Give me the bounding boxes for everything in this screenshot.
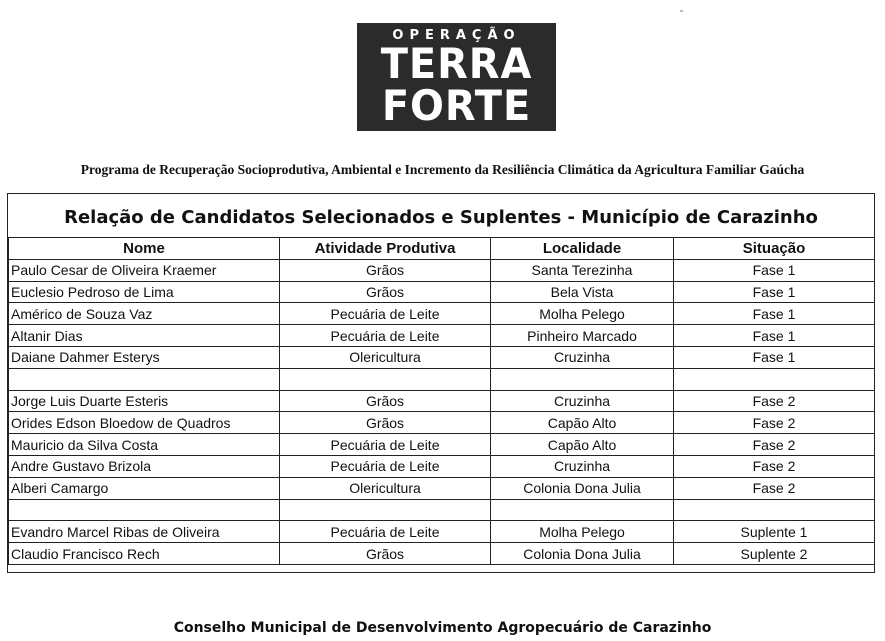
cell-situacao: Fase 1 [674, 325, 875, 347]
cell-atividade: Grãos [280, 281, 491, 303]
cell-localidade: Pinheiro Marcado [491, 325, 674, 347]
logo-middle-text: TERRA [380, 39, 533, 88]
cell-nome: Américo de Souza Vaz [9, 303, 280, 325]
operacao-terra-forte-logo [357, 23, 556, 131]
table-row [9, 412, 875, 434]
cell-localidade: Molha Pelego [491, 521, 674, 543]
cell-nome: Orides Edson Bloedow de Quadros [9, 412, 280, 434]
cell-localidade: Capão Alto [491, 434, 674, 456]
cell-atividade: Grãos [280, 259, 491, 281]
header-situacao: Situação [674, 238, 875, 260]
cell-situacao [674, 499, 875, 521]
table-row [9, 521, 875, 543]
table-row [9, 368, 875, 390]
scan-speck [680, 10, 683, 12]
cell-situacao: Fase 1 [674, 259, 875, 281]
cell-localidade: Cruzinha [491, 390, 674, 412]
cell-nome [9, 499, 280, 521]
table-row [9, 259, 875, 281]
cell-atividade: Grãos [280, 412, 491, 434]
cell-atividade: Grãos [280, 390, 491, 412]
cell-situacao: Fase 1 [674, 346, 875, 368]
cell-situacao: Fase 2 [674, 477, 875, 499]
cell-atividade: Grãos [280, 543, 491, 565]
cell-localidade: Cruzinha [491, 346, 674, 368]
logo-top-text: OPERAÇÃO [392, 28, 521, 43]
cell-nome: Claudio Francisco Rech [9, 543, 280, 565]
header-nome: Nome [9, 238, 280, 260]
table-row [9, 325, 875, 347]
table-row [9, 434, 875, 456]
cell-atividade: Pecuária de Leite [280, 325, 491, 347]
table-row [9, 390, 875, 412]
cell-nome: Daiane Dahmer Esterys [9, 346, 280, 368]
cell-situacao: Fase 2 [674, 412, 875, 434]
cell-situacao [674, 368, 875, 390]
cell-situacao: Fase 2 [674, 455, 875, 477]
cell-atividade: Olericultura [280, 477, 491, 499]
cell-situacao: Fase 2 [674, 434, 875, 456]
table-header-row [9, 238, 875, 260]
cell-atividade: Pecuária de Leite [280, 303, 491, 325]
table-row [9, 303, 875, 325]
cell-atividade: Pecuária de Leite [280, 434, 491, 456]
cell-nome: Jorge Luis Duarte Esteris [9, 390, 280, 412]
cell-atividade: Pecuária de Leite [280, 455, 491, 477]
cell-situacao: Suplente 2 [674, 543, 875, 565]
cell-localidade [491, 499, 674, 521]
cell-situacao: Fase 2 [674, 390, 875, 412]
table-row [9, 346, 875, 368]
cell-nome: Euclesio Pedroso de Lima [9, 281, 280, 303]
table-row [9, 281, 875, 303]
program-title: Programa de Recuperação Socioprodutiva, Ambiental e Incremento da Resiliência Climática da Agricultura Familiar Gaúcha [80, 162, 805, 177]
cell-localidade [491, 368, 674, 390]
cell-nome: Evandro Marcel Ribas de Oliveira [9, 521, 280, 543]
table-row [9, 543, 875, 565]
cell-atividade [280, 499, 491, 521]
cell-nome: Alberi Camargo [9, 477, 280, 499]
cell-nome: Mauricio da Silva Costa [9, 434, 280, 456]
cell-nome [9, 368, 280, 390]
cell-nome: Andre Gustavo Brizola [9, 455, 280, 477]
cell-localidade: Colonia Dona Julia [491, 477, 674, 499]
header-localidade: Localidade [491, 238, 674, 260]
cell-localidade: Bela Vista [491, 281, 674, 303]
cell-situacao: Fase 1 [674, 281, 875, 303]
cell-localidade: Santa Terezinha [491, 259, 674, 281]
cell-localidade: Capão Alto [491, 412, 674, 434]
cell-atividade [280, 368, 491, 390]
cell-localidade: Colonia Dona Julia [491, 543, 674, 565]
candidates-table [8, 237, 875, 565]
cell-situacao: Fase 1 [674, 303, 875, 325]
header-atividade: Atividade Produtiva [280, 238, 491, 260]
table-row [9, 499, 875, 521]
cell-atividade: Olericultura [280, 346, 491, 368]
cell-nome: Altanir Dias [9, 325, 280, 347]
table-row [9, 455, 875, 477]
council-footer: Conselho Municipal de Desenvolvimento Agropecuário de Carazinho [173, 620, 712, 636]
cell-nome: Paulo Cesar de Oliveira Kraemer [9, 259, 280, 281]
cell-localidade: Cruzinha [491, 455, 674, 477]
table-row [9, 477, 875, 499]
table-title: Relação de Candidatos Selecionados e Suplentes - Município de Carazinho [64, 207, 818, 228]
candidates-table-box [7, 193, 875, 573]
cell-atividade: Pecuária de Leite [280, 521, 491, 543]
cell-situacao: Suplente 1 [674, 521, 875, 543]
logo-bottom-text: FORTE [381, 81, 532, 130]
cell-localidade: Molha Pelego [491, 303, 674, 325]
